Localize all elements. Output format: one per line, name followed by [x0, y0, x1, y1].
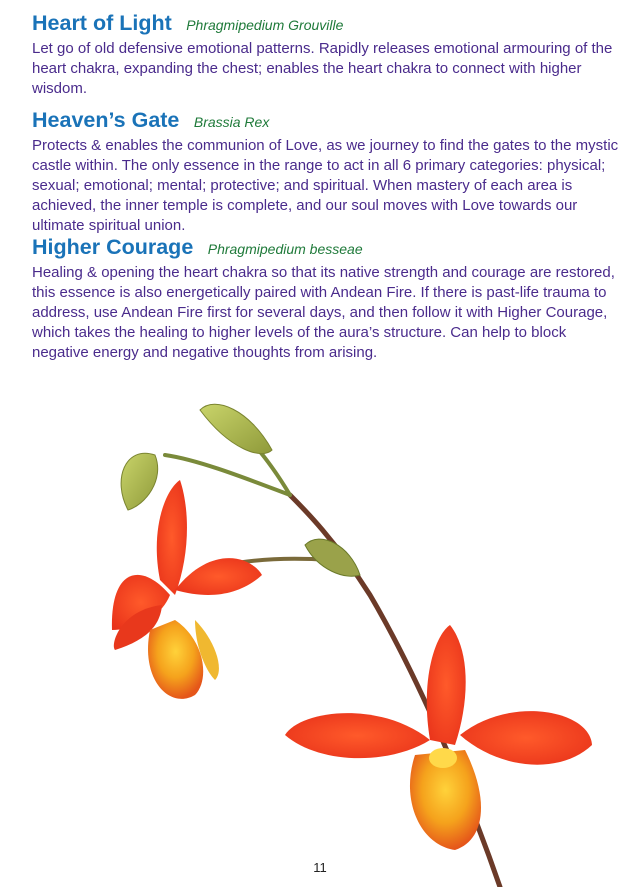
essence-entry-higher-courage [32, 234, 622, 363]
orchid-illustration [0, 380, 640, 887]
bud-lower [305, 539, 360, 576]
bud-side [121, 453, 158, 510]
entry-heading [32, 234, 622, 263]
entry-description: Protects & enables the communion of Love, as we journey to find the gates to the mystic castle within. The only essence in the range to act in all 6 primary categories: physical; sexual; emotional; mental; protective; and spiritual. When mastery of each area is achieved, the inner temple is complete, and our soul moves with Love towards our ultimate spiritual union. [32, 137, 619, 234]
entry-latin-name: Brassia Rex [193, 114, 270, 130]
entry-heading [32, 107, 622, 136]
entry-heading [32, 10, 622, 39]
entry-latin-name: Phragmipedium besseae [207, 241, 363, 257]
orchid-flower-right [285, 625, 592, 850]
entry-description: Let go of old defensive emotional patterns. Rapidly releases emotional armouring of the heart chakra, expanding the chest; enables the heart chakra to connect with higher wisdom. [32, 40, 613, 97]
bud-upper [200, 404, 272, 453]
entry-title: Heaven’s Gate [32, 108, 180, 132]
orchid-flower-left [112, 480, 262, 699]
entry-description: Healing & opening the heart chakra so that its native strength and courage are restored, this essence is also energetically paired with Andean Fire. If there is past-life trauma to address, use Andean Fire first for several days, and then follow it with Higher Courage, which takes the healing to higher levels of the aura’s structure. Can help to block negative energy and negative thoughts from arising. [32, 264, 615, 361]
branch-stem-left [165, 455, 290, 495]
entry-latin-name: Phragmipedium Grouville [186, 17, 344, 33]
page-number: 11 [313, 860, 327, 875]
essence-entry-heavens-gate [32, 107, 622, 236]
entry-title: Heart of Light [32, 11, 172, 35]
entry-title: Higher Courage [32, 235, 194, 259]
essence-entry-heart-of-light [32, 10, 622, 99]
